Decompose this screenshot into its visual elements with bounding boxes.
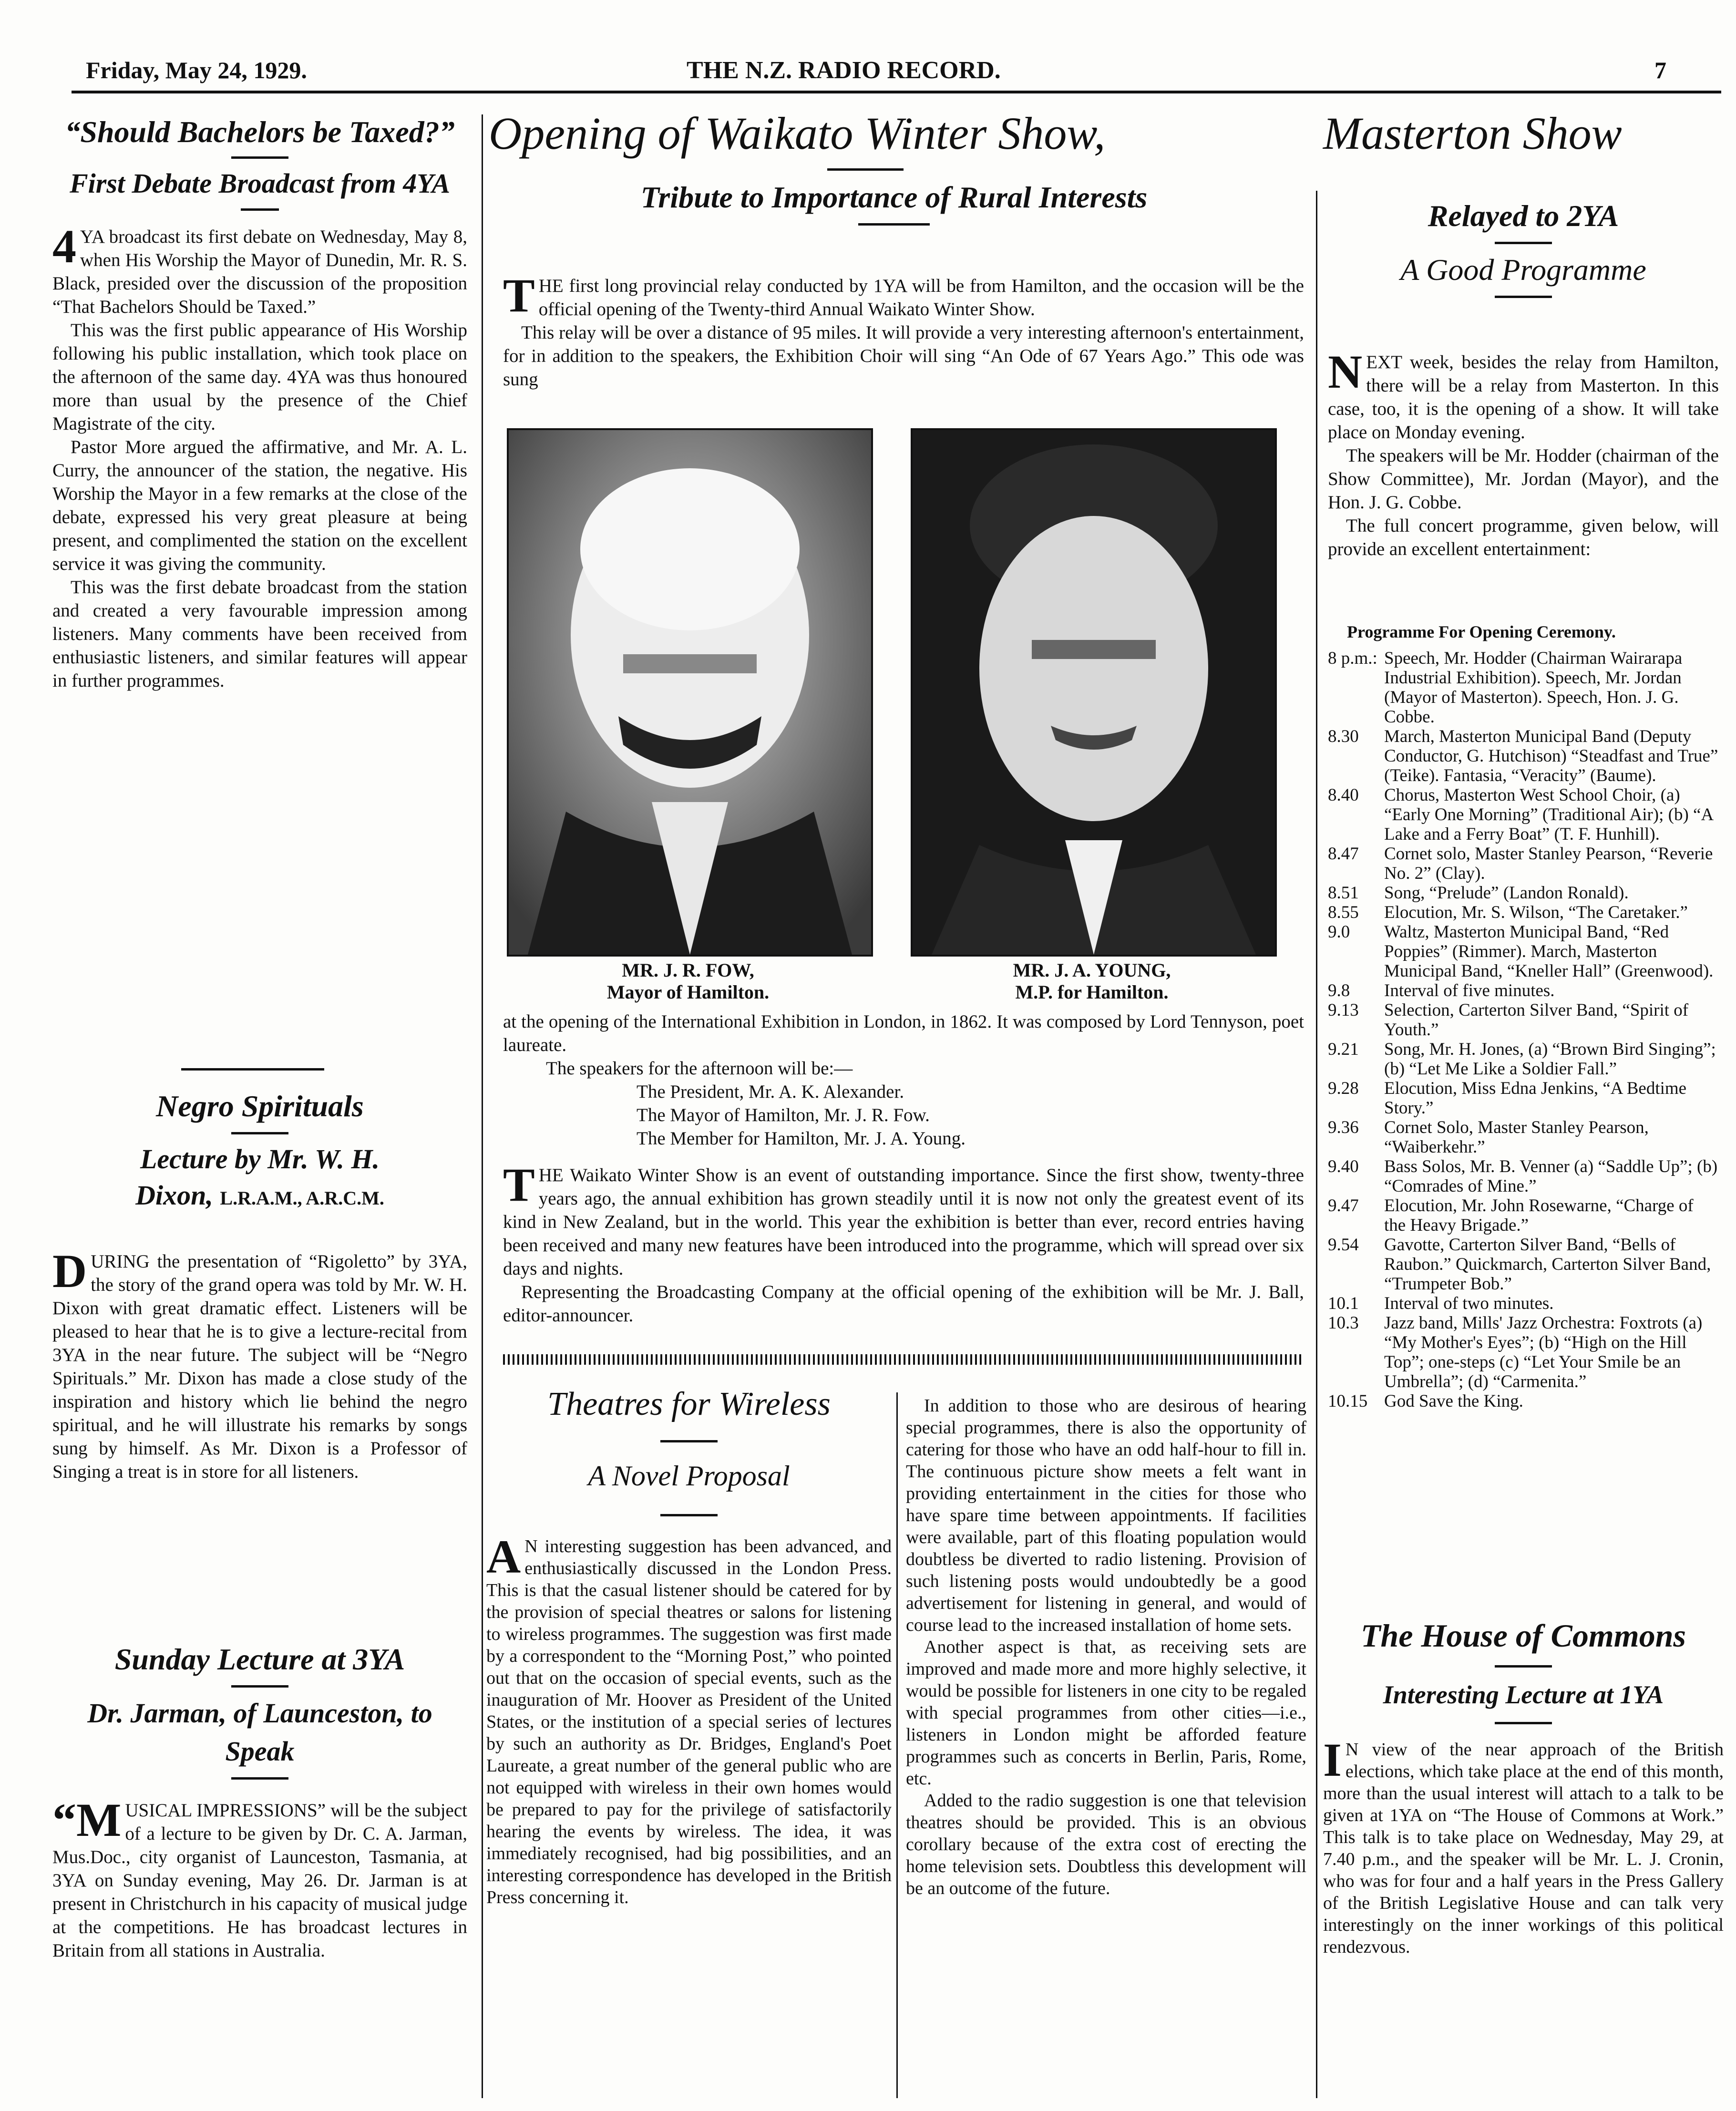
programme-time: 8.51 (1328, 883, 1359, 903)
speaker: The Mayor of Hamilton, Mr. J. R. Fow. (637, 1105, 930, 1125)
programme-description: Interval of two minutes. (1384, 1294, 1554, 1313)
caption-name: MR. J. R. FOW, (622, 959, 754, 981)
article-title: Masterton Show (1323, 108, 1622, 159)
portrait-photo-fow (507, 428, 873, 957)
photo-caption-fow (507, 959, 869, 1003)
article-negro-spirituals (52, 1087, 467, 1483)
programme-description: Interval of five minutes. (1384, 981, 1555, 1000)
divider (231, 1685, 288, 1688)
paragraph: Another aspect is that, as receiving sets are improved and made more and more highly selective, it would be possible for listeners in one city to be regaled with special programmes from other cities—i.e., listeners in London might be afforded feature programmes such as concerts in Berlin, Paris, Rome, etc. (906, 1637, 1307, 1789)
programme (1328, 622, 1719, 1411)
drop-cap: D (52, 1245, 87, 1297)
paragraph: This was the first debate broadcast from the station and created a very favourable impression among listeners. Many comments have been received from enthusiastic listeners, and similar features will appear in further programmes. (52, 577, 467, 691)
divider (827, 168, 904, 171)
column-rule (896, 1392, 898, 2098)
programme-time: 8.30 (1328, 727, 1359, 746)
paragraph: at the opening of the International Exhibition in London, in 1862. It was composed by Lord Tennyson, poet laureate. (503, 1011, 1304, 1055)
subtitle-name: Dixon, (135, 1180, 213, 1211)
divider (1495, 1722, 1552, 1724)
programme-heading: Programme For Opening Ceremony. (1347, 622, 1616, 641)
programme-time: 9.13 (1328, 1000, 1359, 1020)
portrait-photo-young (911, 428, 1277, 957)
article-subtitle: A Novel Proposal (588, 1460, 790, 1492)
programme-time: 9.0 (1328, 922, 1350, 942)
paragraph: The speakers for the afternoon will be:— (546, 1058, 853, 1079)
issue-date: Friday, May 24, 1929. (86, 57, 307, 83)
programme-item (1328, 1000, 1719, 1040)
paragraph: This was the first public appearance of His Worship following his public installation, which took place on the afternoon of the same day. 4YA was thus honoured more than usual by the presence of the Chief Magistrate of the city. (52, 320, 467, 434)
programme-item (1328, 844, 1719, 883)
paragraph: USICAL IMPRESSIONS” will be the subject of a lecture to be given by Dr. C. A. Jarman, Mus.Doc., city organist of Launceston, Tasmania, at 3YA on Sunday evening, May 26. Dr. Jarman is at present in Christchurch in his capacity of musical judge at the competitions. He has broadcast lectures in Britain from all stations in Australia. (52, 1800, 467, 1961)
programme-time: 9.8 (1328, 981, 1350, 1000)
masthead: THE N.Z. RADIO RECORD. (687, 57, 1001, 84)
article-title: Opening of Waikato Winter Show, (489, 108, 1106, 159)
divider (231, 1132, 288, 1134)
divider (1495, 242, 1552, 244)
programme-time: 9.47 (1328, 1196, 1359, 1215)
drop-cap: T (503, 269, 535, 322)
divider (660, 1440, 718, 1442)
speaker: The President, Mr. A. K. Alexander. (637, 1081, 904, 1102)
drop-cap: N (1328, 345, 1363, 398)
programme-time: 9.54 (1328, 1235, 1359, 1255)
programme-item (1328, 1294, 1719, 1313)
programme-description: Bass Solos, Mr. B. Venner (a) “Saddle Up”; (b) “Comrades of Mine.” (1384, 1157, 1718, 1196)
header-rule (72, 91, 1721, 93)
programme-description: God Save the King. (1384, 1391, 1523, 1411)
ornamental-rule (503, 1354, 1304, 1365)
programme-item (1328, 1079, 1719, 1118)
programme-item (1328, 883, 1719, 903)
programme-item (1328, 1157, 1719, 1196)
programme-description: Song, “Prelude” (Landon Ronald). (1384, 883, 1629, 903)
programme-description: Selection, Carterton Silver Band, “Spirit of Youth.” (1384, 1000, 1689, 1040)
article-subtitle: Relayed to 2YA (1428, 199, 1619, 233)
article-subtitle: First Debate Broadcast from 4YA (69, 168, 451, 199)
programme-item (1328, 727, 1719, 785)
article-body (52, 1793, 467, 1962)
paragraph: Representing the Broadcasting Company at the official opening of the exhibition will be Mr. J. Ball, editor-announcer. (503, 1282, 1304, 1326)
drop-cap: 4 (52, 220, 76, 273)
programme-time: 8 p.m.: (1328, 649, 1377, 668)
portrait-fow-image (509, 430, 871, 955)
divider (241, 208, 279, 211)
waikato-intro (503, 269, 1304, 391)
programme-description: Song, Mr. H. Jones, (a) “Brown Bird Singing”; (b) “Let Me Like a Soldier Fall.” (1384, 1040, 1716, 1079)
paragraph: The full concert programme, given below, will provide an excellent entertainment: (1328, 515, 1719, 559)
paragraph: Added to the radio suggestion is one that television theatres should be provided. This is an obvious corollary because of the extra cost of erecting the home television sets. Doubtless this development will be an outcome of the future. (906, 1791, 1306, 1898)
drop-cap: A (486, 1530, 521, 1583)
article-subtitle: Tribute to Importance of Rural Interests (640, 180, 1148, 214)
programme-time: 10.3 (1328, 1313, 1359, 1333)
waikato-body (503, 1010, 1304, 1327)
caption-name: MR. J. A. YOUNG, (1013, 959, 1171, 981)
column-rule (1316, 191, 1317, 2098)
programme-time: 9.28 (1328, 1079, 1359, 1098)
programme-item (1328, 1313, 1719, 1391)
paragraph: YA broadcast its first debate on Wednesday, May 8, when His Worship the Mayor of Dunedin, Mr. R. S. Black, presided over the discussion of the proposition “That Bachelors Should be Taxed.” (52, 227, 467, 317)
article-title: Negro Spirituals (156, 1089, 364, 1123)
programme-item (1328, 903, 1719, 922)
programme-time: 9.21 (1328, 1040, 1359, 1059)
programme-item (1328, 981, 1719, 1000)
article-theatres (486, 1383, 892, 1908)
divider (231, 156, 288, 159)
article-body (52, 220, 467, 692)
article-subtitle-line2 (52, 1177, 467, 1216)
article-sunday-lecture (52, 1640, 467, 1962)
article-body (486, 1530, 892, 1908)
divider (1495, 296, 1552, 298)
article-waikato (489, 107, 1299, 232)
programme-item (1328, 1196, 1719, 1235)
drop-cap: T (503, 1158, 535, 1211)
drop-cap: I (1323, 1733, 1342, 1786)
theatres-continued (906, 1395, 1306, 1899)
programme-time: 8.40 (1328, 785, 1359, 805)
article-subtitle: Dr. Jarman, of Launceston, to Speak (87, 1698, 432, 1767)
programme-description: Waltz, Masterton Municipal Band, “Red Poppies” (Rimmer). March, Masterton Municipal Band, “Kneller Hall” (Greenwood). (1384, 922, 1714, 981)
programme-time: 10.15 (1328, 1391, 1368, 1411)
programme-item (1328, 785, 1719, 844)
programme-description: Cornet solo, Master Stanley Pearson, “Reverie No. 2” (Clay). (1384, 844, 1713, 883)
programme-list (1328, 649, 1719, 1411)
caption-title: Mayor of Hamilton. (606, 981, 770, 1003)
paragraph: In addition to those who are desirous of hearing special programmes, there is also the opportunity of catering for those who have an odd half-hour to fill in. The continuous picture show meets a felt want in providing entertainment in the cities for those who have spare time between appointments. If facilities were available, part of this floating population would doubtless be diverted to radio listening. Provision of such listening posts would undoubtedly be a good advertisement for listening in general, and would of course lead to the increased installation of home sets. (906, 1396, 1306, 1635)
drop-cap: “M (52, 1793, 122, 1846)
article-body (1323, 1733, 1724, 1958)
divider (858, 223, 930, 226)
article-title: “Should Bachelors be Taxed?” (65, 115, 455, 149)
paragraph: This relay will be over a distance of 95 miles. It will provide a very interesting afternoon's entertainment, for in addition to the speakers, the Exhibition Choir will sing “An Ode of 67 Years Ago.” This ode was sung (503, 322, 1304, 390)
divider (660, 1514, 718, 1516)
article-house-of-commons (1323, 1617, 1724, 1958)
column-rule (482, 114, 483, 2098)
programme-item (1328, 922, 1719, 981)
article-masterton (1323, 107, 1724, 305)
portrait-young-image (913, 430, 1275, 955)
paragraph: EXT week, besides the relay from Hamilton, there will be a relay from Masterton. In this case, too, it is the opening of a show. It will take place on Monday evening. (1328, 352, 1719, 443)
paragraph: HE first long provincial relay conducted by 1YA will be from Hamilton, and the occasion will be the official opening of the Twenty-third Annual Waikato Winter Show. (538, 276, 1304, 319)
paragraph: N view of the near approach of the British elections, which take place at the end of this month, more than the usual interest will attach to a talk to be given at 1YA on “The House of Commons at Work.” This talk is to take place on Wednesday, May 29, at 7.40 p.m., and the speaker will be Mr. L. J. Cronin, who was for four and a half years in the Press Gallery of the British Legislative House and can talk very interestingly on the inner workings of this political rendezvous. (1323, 1740, 1724, 1957)
programme-time: 9.40 (1328, 1157, 1359, 1176)
article-title: Theatres for Wireless (547, 1386, 831, 1422)
programme-description: Chorus, Masterton West School Choir, (a) “Early One Morning” (Traditional Air); (b) “A Lake and a Ferry Boat” (T. F. Hunhill). (1384, 785, 1713, 844)
programme-item (1328, 1118, 1719, 1157)
programme-time: 8.55 (1328, 903, 1359, 922)
paragraph: The speakers will be Mr. Hodder (chairman of the Show Committee), Mr. Jordan (Mayor), and the Hon. J. G. Cobbe. (1328, 445, 1719, 513)
masterton-body (1328, 345, 1719, 561)
programme-description: Gavotte, Carterton Silver Band, “Bells of Raubon.” Quickmarch, Carterton Silver Band, “Trumpeter Bob.” (1384, 1235, 1711, 1294)
programme-description: Elocution, Miss Edna Jenkins, “A Bedtime Story.” (1384, 1079, 1687, 1118)
programme-time: 9.36 (1328, 1118, 1359, 1137)
programme-item (1328, 1391, 1719, 1411)
divider (1495, 1665, 1552, 1668)
paragraph: HE Waikato Winter Show is an event of outstanding importance. Since the first show, twenty-three years ago, the annual exhibition has grown steadily until it is now not only the greatest event of its kind in New Zealand, but in the world. This year the exhibition is better than ever, record entries having been received and many new features have been introduced into the programme, which will spread over six days and nights. (503, 1165, 1304, 1279)
programme-time: 8.47 (1328, 844, 1359, 864)
programme-description: Elocution, Mr. John Rosewarne, “Charge of the Heavy Brigade.” (1384, 1196, 1694, 1235)
article-subtitle: Lecture by Mr. W. H. (140, 1143, 380, 1174)
programme-description: Cornet Solo, Master Stanley Pearson, “Waiberkehr.” (1384, 1118, 1649, 1157)
programme-description: March, Masterton Municipal Band (Deputy Conductor, G. Hutchison) “Steadfast and True” (Teike). Fantasia, “Veracity” (Baume). (1384, 727, 1718, 785)
article-body (52, 1245, 467, 1483)
programme-item (1328, 1235, 1719, 1294)
programme-description: Speech, Mr. Hodder (Chairman Wairarapa Industrial Exhibition). Speech, Mr. Jordan (Mayor of Masterton). Speech, Hon. J. G. Cobbe. (1384, 649, 1683, 727)
article-bachelors (52, 114, 467, 692)
article-subtitle: A Good Programme (1400, 253, 1646, 287)
article-title: The House of Commons (1361, 1617, 1686, 1654)
paragraph: URING the presentation of “Rigoletto” by 3YA, the story of the grand opera was told by Mr. W. H. Dixon with great dramatic effect. Listeners will be pleased to hear that he is to give a lecture-recital from 3YA in the near future. The subject will be “Negro Spirituals.” Mr. Dixon has made a close study of the inspiration and history which lie behind the negro spiritual, and he will illustrate his remarks by songs sung by himself. As Mr. Dixon is a Professor of Singing a treat is in store for all listeners. (52, 1251, 467, 1482)
programme-time: 10.1 (1328, 1294, 1359, 1313)
photo-caption-young (911, 959, 1273, 1003)
subtitle-degrees: L.R.A.M., A.R.C.M. (220, 1187, 384, 1209)
caption-title: M.P. for Hamilton. (1015, 981, 1169, 1003)
speaker: The Member for Hamilton, Mr. J. A. Young. (637, 1128, 966, 1149)
paragraph: N interesting suggestion has been advanced, and enthusiastically discussed in the London Press. This is that the casual listener should be catered for by the provision of special theatres or salons for listening to wireless programmes. The suggestion was first made by a correspondent to the “Morning Post,” who pointed out that on the occasion of special events, such as the inauguration of Mr. Hoover as President of the United States, or the institution of a special series of lectures by such an authority as Dr. Bridges, England's Poet Laureate, a great number of the general public who are not equipped with wireless in their own homes would be prepared to pay for the privilege of satisfactorily hearing the events by wireless. The idea, it was immediately recognised, had big possibilities, and an interesting correspondence has developed in the British Press concerning it. (486, 1536, 892, 1907)
programme-item (1328, 1040, 1719, 1079)
divider (231, 1777, 288, 1780)
divider (181, 1068, 324, 1071)
speaker-list (503, 1080, 1304, 1150)
programme-item (1328, 649, 1719, 727)
paragraph: Pastor More argued the affirmative, and Mr. A. L. Curry, the announcer of the station, the negative. His Worship the Mayor in a few remarks at the close of the debate, expressed his very great pleasure at being present, and complimented the station on the excellent service it was giving the community. (52, 437, 467, 574)
page-number: 7 (1654, 57, 1666, 83)
article-subtitle: Interesting Lecture at 1YA (1383, 1680, 1664, 1709)
article-title: Sunday Lecture at 3YA (114, 1642, 405, 1676)
programme-description: Jazz band, Mills' Jazz Orchestra: Foxtrots (a) “My Mother's Eyes”; (b) “High on the Hill Top”; one-steps (c) “Let Your Smile be an Umbrella”; (d) “Carmenita.” (1384, 1313, 1703, 1391)
programme-description: Elocution, Mr. S. Wilson, “The Caretaker.” (1384, 903, 1688, 922)
